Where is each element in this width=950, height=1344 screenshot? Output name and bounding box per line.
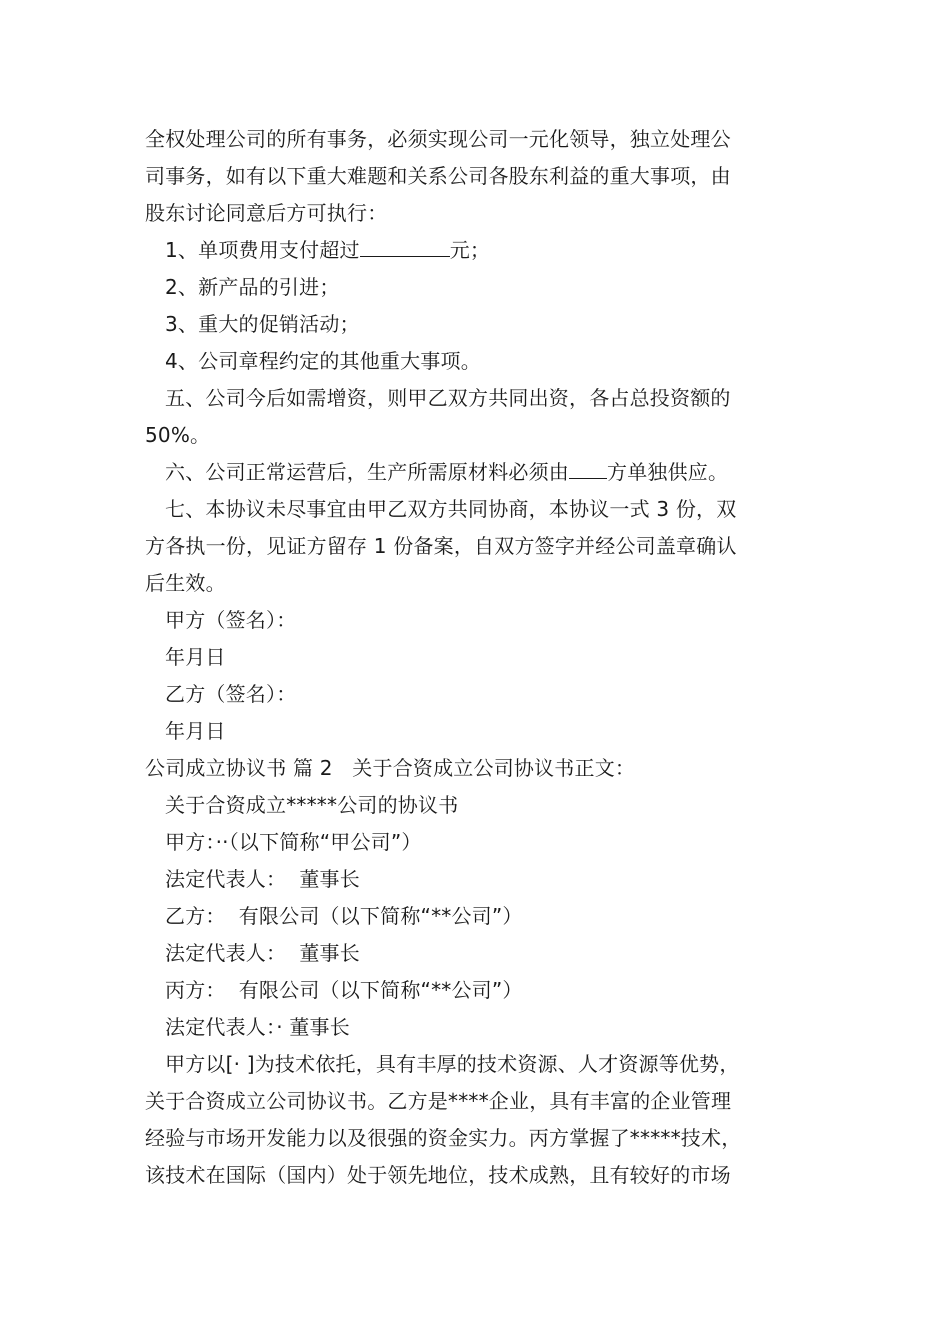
agreement-title: 关于合资成立*****公司的协议书 — [165, 793, 459, 817]
signature-party-b: 乙方（签名）： — [165, 682, 297, 706]
clause-6 — [145, 454, 810, 491]
list-item-3: 3、重大的促销活动； — [165, 312, 360, 336]
paragraph-line: 该技术在国际（国内）处于领先地位，技术成熟，且有较好的市场 — [145, 1163, 731, 1187]
clause-text: 方单独供应。 — [607, 460, 729, 484]
item-text: 元； — [449, 238, 491, 262]
date-party-a: 年月日 — [165, 645, 226, 669]
clause-7-line: 七、本协议未尽事宜由甲乙双方共同协商，本协议一式 3 份，双 — [165, 497, 737, 521]
document-body — [145, 121, 810, 1194]
clause-text: 六、公司正常运营后，生产所需原材料必须由 — [165, 460, 569, 484]
text-line: 全权处理公司的所有事务，必须实现公司一元化领导，独立处理公 — [145, 127, 731, 151]
text-line: 司事务，如有以下重大难题和关系公司各股东利益的重大事项，由 — [145, 164, 731, 188]
clause-7-line: 方各执一份，见证方留存 1 份备案，自双方签字并经公司盖章确认 — [145, 534, 737, 558]
paragraph-line: 甲方以[· ]为技术依托，具有丰厚的技术资源、人才资源等优势， — [165, 1052, 740, 1076]
representative-b: 法定代表人： 董事长 — [165, 941, 360, 965]
clause-7-line: 后生效。 — [145, 571, 226, 595]
list-item-1 — [145, 232, 810, 269]
paragraph-line: 经验与市场开发能力以及很强的资金实力。丙方掌握了*****技术， — [145, 1126, 742, 1150]
fill-in-blank — [569, 460, 607, 479]
party-c: 丙方： 有限公司（以下简称“**公司”） — [165, 978, 523, 1002]
item-text: 1、单项费用支付超过 — [165, 238, 360, 262]
clause-5-line: 五、公司今后如需增资，则甲乙双方共同出资，各占总投资额的 — [165, 386, 731, 410]
representative-a: 法定代表人： 董事长 — [165, 867, 360, 891]
date-party-b: 年月日 — [165, 719, 226, 743]
list-item-2: 2、新产品的引进； — [165, 275, 340, 299]
text-line: 股东讨论同意后方可执行： — [145, 201, 388, 225]
paragraph-line: 关于合资成立公司协议书。乙方是****企业，具有丰富的企业管理 — [145, 1089, 732, 1113]
section-heading: 公司成立协议书 篇 2 关于合资成立公司协议书正文： — [145, 756, 636, 780]
party-a: 甲方：··（以下简称“甲公司”） — [165, 830, 422, 854]
list-item-4: 4、公司章程约定的其他重大事项。 — [165, 349, 481, 373]
representative-c: 法定代表人：· 董事长 — [165, 1015, 350, 1039]
clause-5-line: 50%。 — [145, 423, 211, 447]
party-b: 乙方： 有限公司（以下简称“**公司”） — [165, 904, 523, 928]
signature-party-a: 甲方（签名）： — [165, 608, 297, 632]
fill-in-blank — [360, 238, 450, 257]
